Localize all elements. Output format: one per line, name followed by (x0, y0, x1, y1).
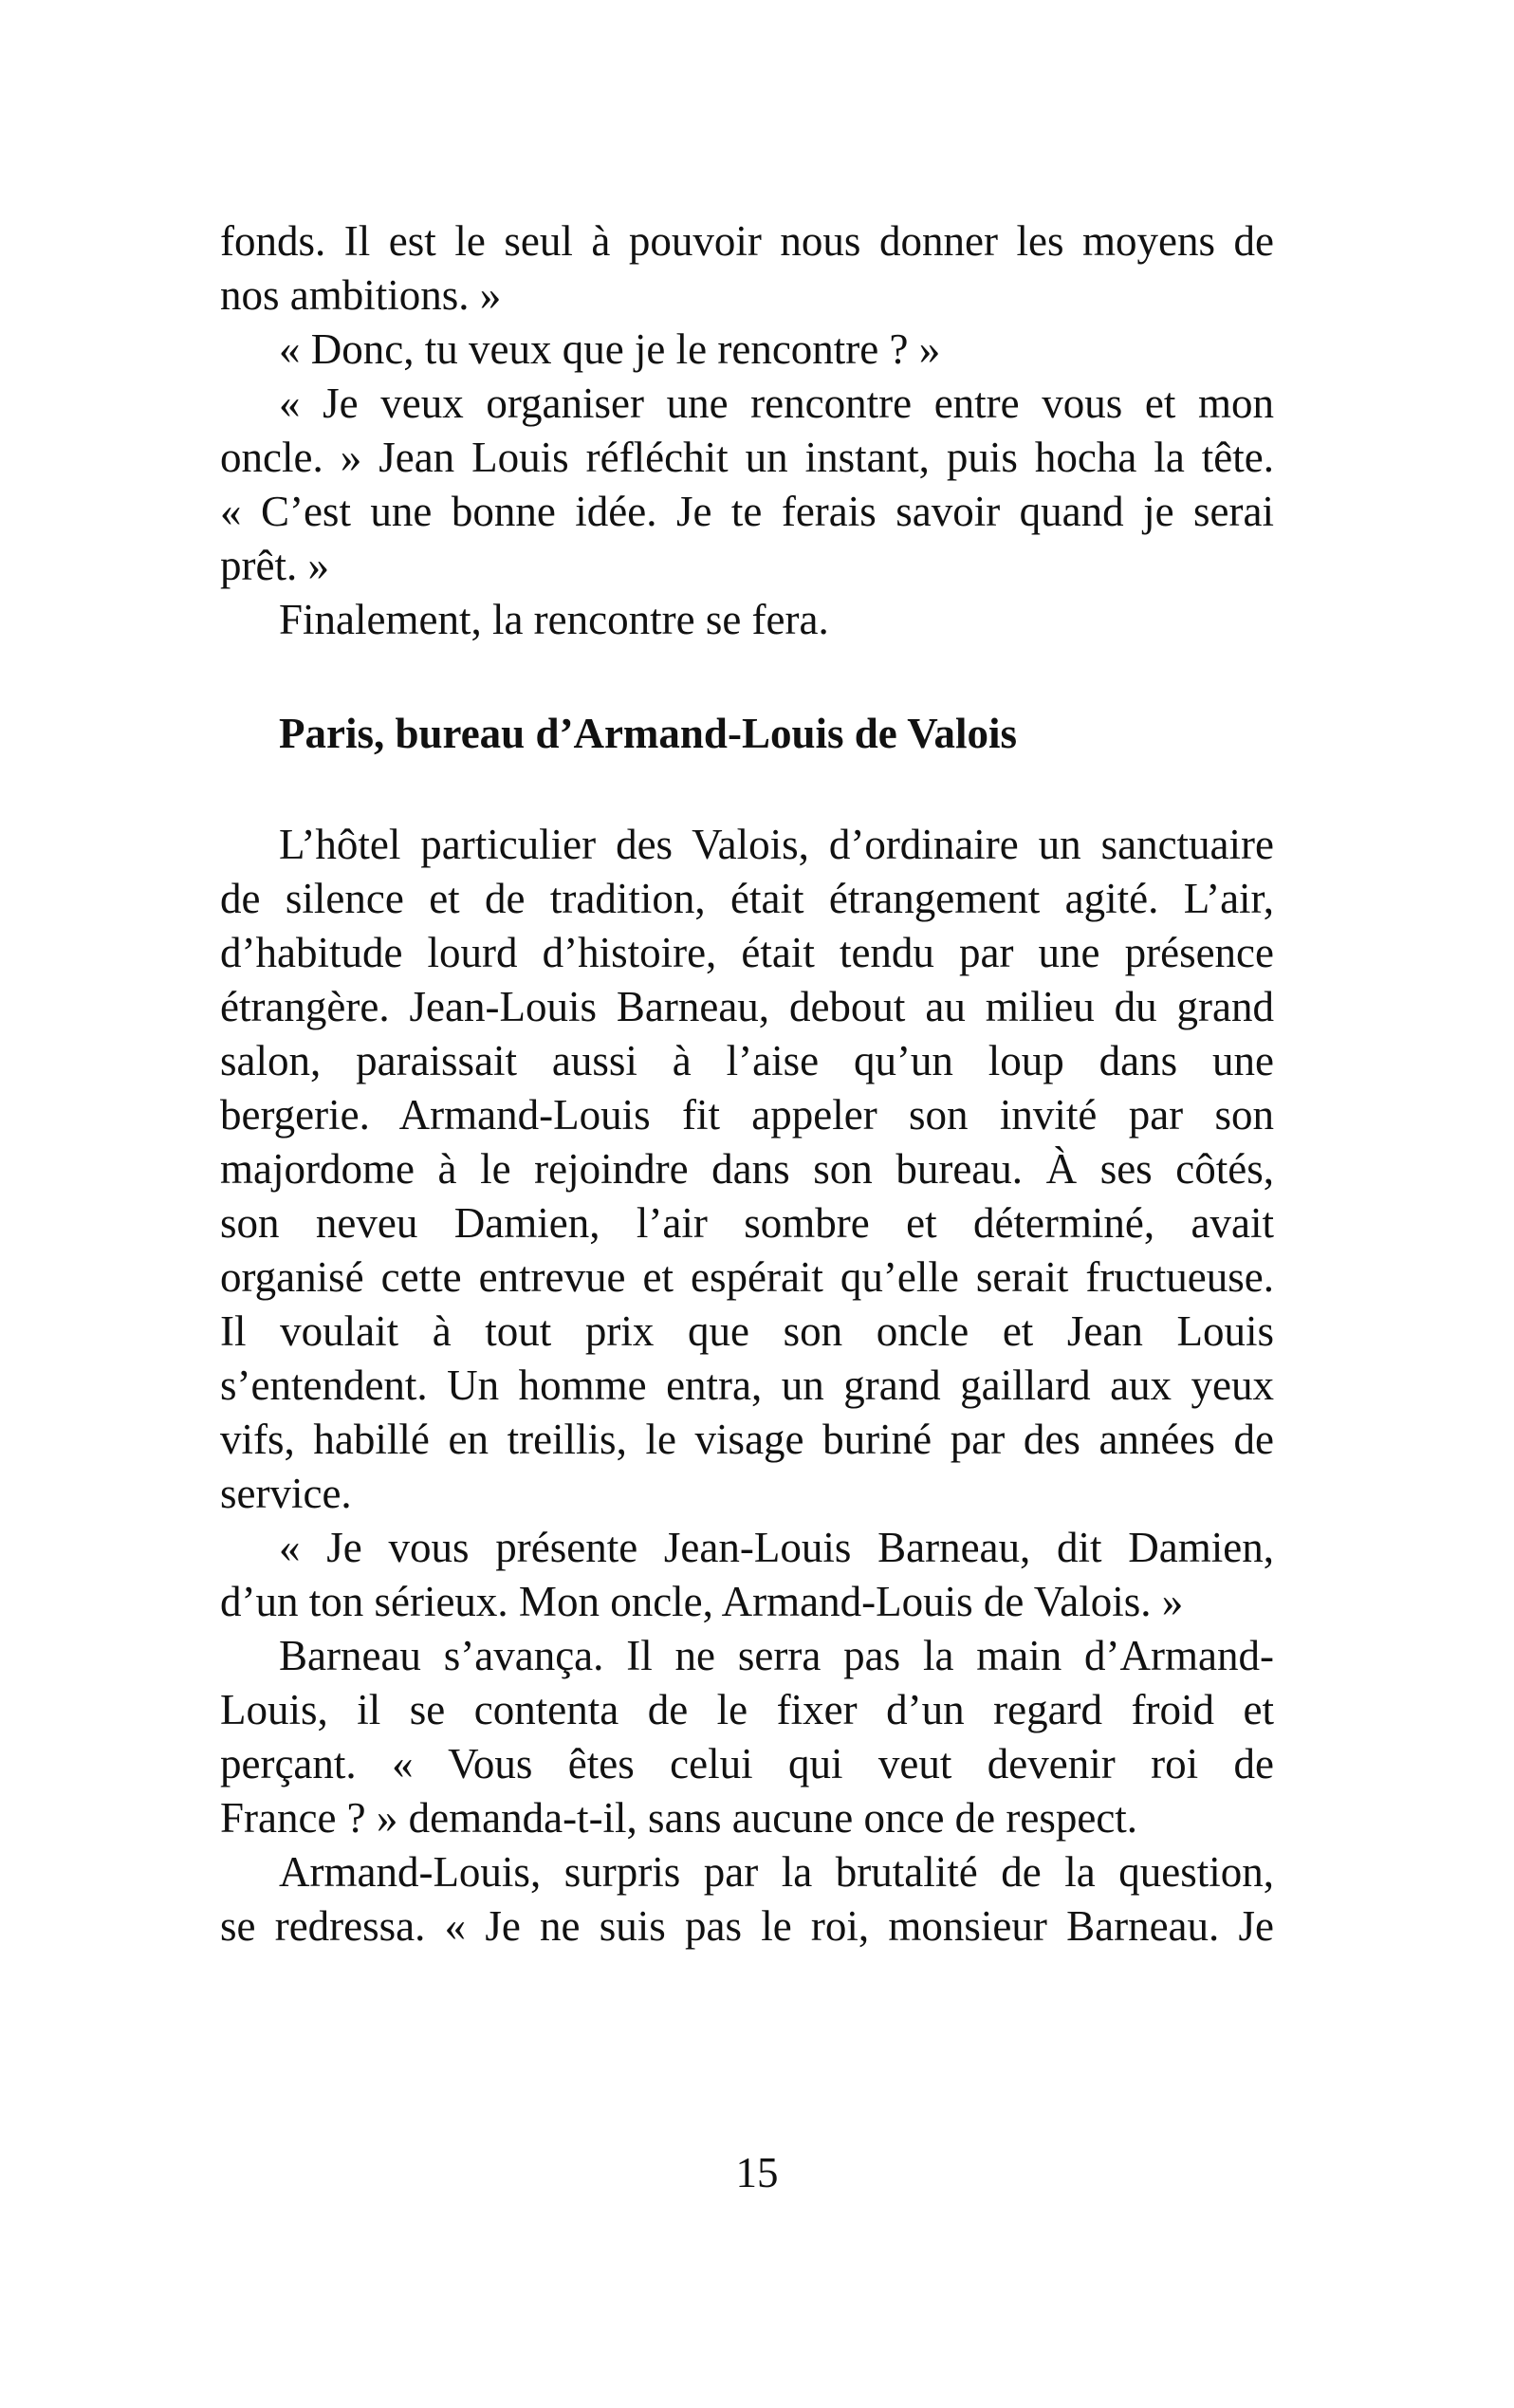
text-line: étrangère. Jean-Louis Barneau, debout au milieu du grand (220, 983, 1274, 1030)
text-line: fonds. Il est le seul à pouvoir nous donner les moyens de (220, 217, 1274, 265)
text-line: salon, paraissait aussi à l’aise qu’un loup dans une (220, 1037, 1274, 1084)
text-line: « C’est une bonne idée. Je te ferais savoir quand je serai (220, 488, 1274, 535)
section-heading: Paris, bureau d’Armand-Louis de Valois (279, 710, 1018, 757)
text-line: Il voulait à tout prix que son oncle et Jean Louis (220, 1307, 1274, 1355)
page-text (220, 214, 1274, 1954)
text-line: « Je veux organiser une rencontre entre vous et mon (279, 380, 1274, 427)
text-line: L’hôtel particulier des Valois, d’ordinaire un sanctuaire (279, 821, 1274, 868)
text-line: organisé cette entrevue et espérait qu’elle serait fructueuse. (220, 1253, 1274, 1301)
text-line: oncle. » Jean Louis réfléchit un instant, puis hocha la tête. (220, 434, 1274, 481)
text-line: de silence et de tradition, était étrangement agité. L’air, (220, 875, 1274, 922)
text-line: bergerie. Armand-Louis fit appeler son invité par son (220, 1091, 1274, 1139)
text-line: France ? » demanda-t-il, sans aucune once de respect. (220, 1794, 1138, 1842)
text-line: service. (220, 1470, 352, 1517)
text-line: Armand-Louis, surpris par la brutalité de la question, (279, 1848, 1274, 1896)
text-line: vifs, habillé en treillis, le visage buriné par des années de (220, 1416, 1274, 1463)
text-line: majordome à le rejoindre dans son bureau. À ses côtés, (220, 1145, 1274, 1193)
text-line: Finalement, la rencontre se fera. (279, 596, 829, 643)
page-number: 15 (735, 2149, 779, 2196)
text-line: son neveu Damien, l’air sombre et déterminé, avait (220, 1199, 1274, 1247)
text-line: nos ambitions. » (220, 271, 502, 319)
text-line: Louis, il se contenta de le fixer d’un regard froid et (220, 1686, 1274, 1733)
text-line: s’entendent. Un homme entra, un grand gaillard aux yeux (220, 1361, 1274, 1409)
text-line: « Donc, tu veux que je le rencontre ? » (279, 325, 941, 373)
text-line: d’habitude lourd d’histoire, était tendu par une présence (220, 929, 1274, 976)
text-line: Barneau s’avança. Il ne serra pas la main d’Armand- (279, 1632, 1274, 1679)
text-line: d’un ton sérieux. Mon oncle, Armand-Louis de Valois. » (220, 1578, 1184, 1625)
text-line: se redressa. « Je ne suis pas le roi, monsieur Barneau. Je (220, 1902, 1274, 1950)
text-line: perçant. « Vous êtes celui qui veut devenir roi de (220, 1740, 1274, 1787)
text-line: « Je vous présente Jean-Louis Barneau, dit Damien, (279, 1524, 1274, 1571)
text-line: prêt. » (220, 542, 329, 589)
